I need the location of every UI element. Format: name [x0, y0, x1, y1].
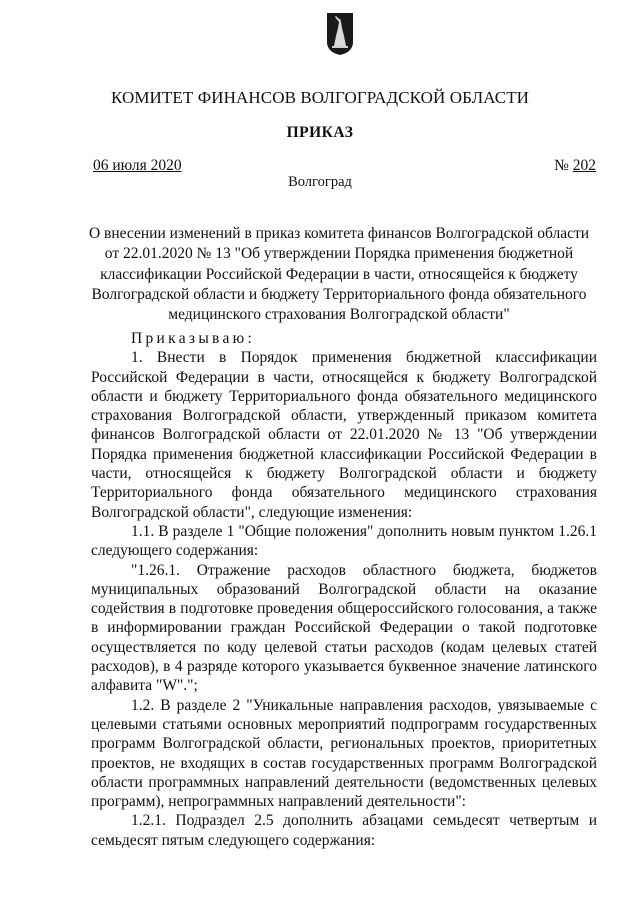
paragraph-1-26-1-quote: "1.26.1. Отражение расходов областного бюджета, бюджетов муниципальных образований Волгоградской области на оказание содействия в подготовке проведения общероссийского голосования, а также в информировании граждан Российской Федерации о такой подготовке осуществляется по коду целевой статьи расходов (кодам целевых статей расходов), в 4 разряде которого указывается буквенное значение латинского алфавита "W"."; — [91, 561, 597, 695]
document-subject: О внесении изменений в приказ комитета финансов Волгоградской области от 22.01.2020 № 13 "Об утверждении Порядка применения бюджетной классификации Российской Федерации в части, относящейся к бюджету Волгоградской области и бюджету Территориального фонда обязательного медицинского страхования Волгоградской области" — [88, 225, 590, 324]
organization-name: КОМИТЕТ ФИНАНСОВ ВОЛГОГРАДСКОЙ ОБЛАСТИ — [110, 88, 530, 107]
paragraph-1: 1. Внести в Порядок применения бюджетной классификации Российской Федерации в части, относящейся к бюджету Волгоградской области и бюджету Территориального фонда обязательного медицинского страхования Волгоградской области, утвержденный приказом комитета финансов Волгоградской области от 22.01.2020 № 13 "Об утверждении Порядка применения бюджетной классификации Российской Федерации в части, относящейся к бюджету Волгоградской области и бюджету Территориального фонда обязательного медицинского страхования Волгоградской области", следующие изменения: — [91, 349, 597, 521]
paragraph-1-2-1: 1.2.1. Подраздел 2.5 дополнить абзацами семьдесят четвертым и семьдесят пятым следующего содержания: — [91, 812, 597, 849]
paragraph-1-2: 1.2. В разделе 2 "Уникальные направления расходов, увязываемые с целевыми статьями основных мероприятий подпрограмм государственных программ Волгоградской области, региональных проектов, приоритетных проектов, не входящих в состав государственных программ Волгоградской области программных направлений деятельности (ведомственных целевых программ), непрограммных направлений деятельности": — [91, 696, 597, 811]
document-date: 06 июля 2020 — [93, 157, 182, 174]
lead-word: Приказываю: — [131, 330, 256, 347]
number-prefix: № — [554, 157, 573, 174]
document-number — [554, 157, 596, 175]
city: Волгоград — [288, 174, 352, 190]
volgograd-emblem-icon — [326, 12, 354, 56]
document-body — [91, 329, 597, 850]
document-type: ПРИКАЗ — [286, 124, 354, 141]
paragraph-1-1: 1.1. В разделе 1 "Общие положения" дополнить новым пунктом 1.26.1 следующего содержания: — [91, 522, 597, 560]
number-value: 202 — [572, 157, 596, 174]
